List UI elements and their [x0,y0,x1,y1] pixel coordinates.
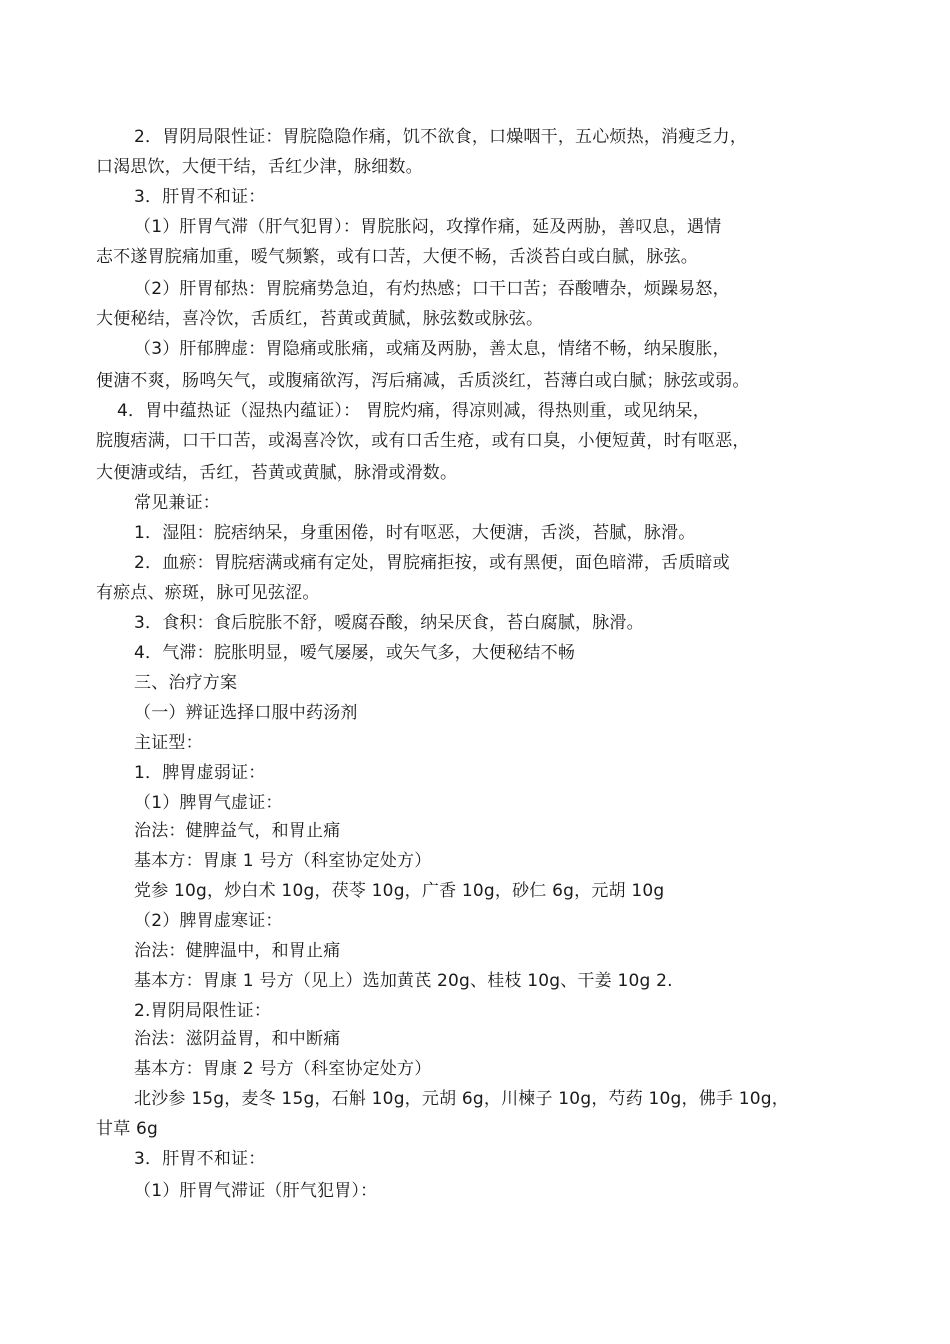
text-line: 1．脾胃虚弱证： [134,763,266,783]
text-line: 基本方：胃康 1 号方（科室协定处方） [134,851,432,871]
text-line: 2．血瘀：胃脘痞满或痛有定处，胃脘痛拒按，或有黑便，面色暗滞，舌质暗或 [134,553,730,573]
text-line: 志不遂胃脘痛加重，嗳气频繁，或有口苦，大便不畅，舌淡苔白或白腻，脉弦。 [96,247,698,267]
text-line: 北沙参 15g，麦冬 15g，石斛 10g，元胡 6g，川楝子 10g，芍药 10g，佛手 10g， [134,1089,789,1109]
text-line: 2．胃阴局限性证：胃脘隐隐作痛，饥不欲食，口燥咽干，五心烦热，消瘦乏力， [134,127,748,147]
text-line: （1）肝胃气滞（肝气犯胃）：胃脘胀闷，攻撑作痛，延及两胁，善叹息，遇情 [134,217,722,237]
text-line: 3．肝胃不和证： [134,1149,266,1169]
text-line: 有瘀点、瘀斑，脉可见弦涩。 [96,583,320,603]
text-line: （2）肝胃郁热：胃脘痛势急迫，有灼热感；口干口苦；吞酸嘈杂，烦躁易怒， [134,279,730,299]
text-line: 基本方：胃康 1 号方（见上）选加黄芪 20g、桂枝 10g、干姜 10g 2. [134,971,673,991]
text-line: 3．肝胃不和证： [134,187,266,207]
text-line: 便溏不爽，肠鸣矢气，或腹痛欲泻，泻后痛减，舌质淡红，苔薄白或白腻；脉弦或弱。 [96,371,750,391]
subsection-heading: （一）辨证选择口服中药汤剂 [134,703,358,723]
text-line: 甘草 6g [96,1119,159,1139]
text-line: （1）脾胃气虚证： [134,793,283,813]
text-line: 大便溏或结，舌红，苔黄或黄腻，脉滑或滑数。 [96,463,458,483]
text-line: 基本方：胃康 2 号方（科室协定处方） [134,1059,432,1079]
text-line: 1．湿阻：脘痞纳呆，身重困倦，时有呕恶，大便溏，舌淡，苔腻，脉滑。 [134,523,696,543]
text-line: 治法：健脾温中，和胃止痛 [134,941,341,961]
text-line: 3．食积：食后脘胀不舒，嗳腐吞酸，纳呆厌食，苔白腐腻，脉滑。 [134,613,644,633]
text-line: 4．气滞：脘胀明显，嗳气屡屡，或矢气多，大便秘结不畅 [134,643,576,663]
text-line: 常见兼证： [134,493,220,513]
text-line: 治法：健脾益气，和胃止痛 [134,821,341,841]
section-heading: 三、治疗方案 [134,673,238,693]
text-line: 治法：滋阴益胃，和中断痛 [134,1029,341,1049]
text-line: （2）脾胃虚寒证： [134,911,283,931]
text-line: 主证型： [134,733,203,753]
text-line: （3）肝郁脾虚：胃隐痛或胀痛，或痛及两胁，善太息，情绪不畅，纳呆腹胀， [134,339,730,359]
text-line: 4．胃中蕴热证（湿热内蕴证）： 胃脘灼痛，得凉则减，得热则重，或见纳呆， [117,401,710,421]
text-line: 党参 10g，炒白术 10g，茯苓 10g，广香 10g，砂仁 6g，元胡 10g [134,881,665,901]
text-line: （1）肝胃气滞证（肝气犯胃）： [134,1181,378,1201]
text-line: 大便秘结，喜冷饮，舌质红，苔黄或黄腻，脉弦数或脉弦。 [96,309,544,329]
text-line: 脘腹痞满，口干口苦，或渴喜冷饮，或有口舌生疮，或有口臭，小便短黄，时有呕恶， [96,431,750,451]
text-line: 口渴思饮，大便干结，舌红少津，脉细数。 [96,157,423,177]
text-line: 2.胃阴局限性证： [134,1001,272,1021]
